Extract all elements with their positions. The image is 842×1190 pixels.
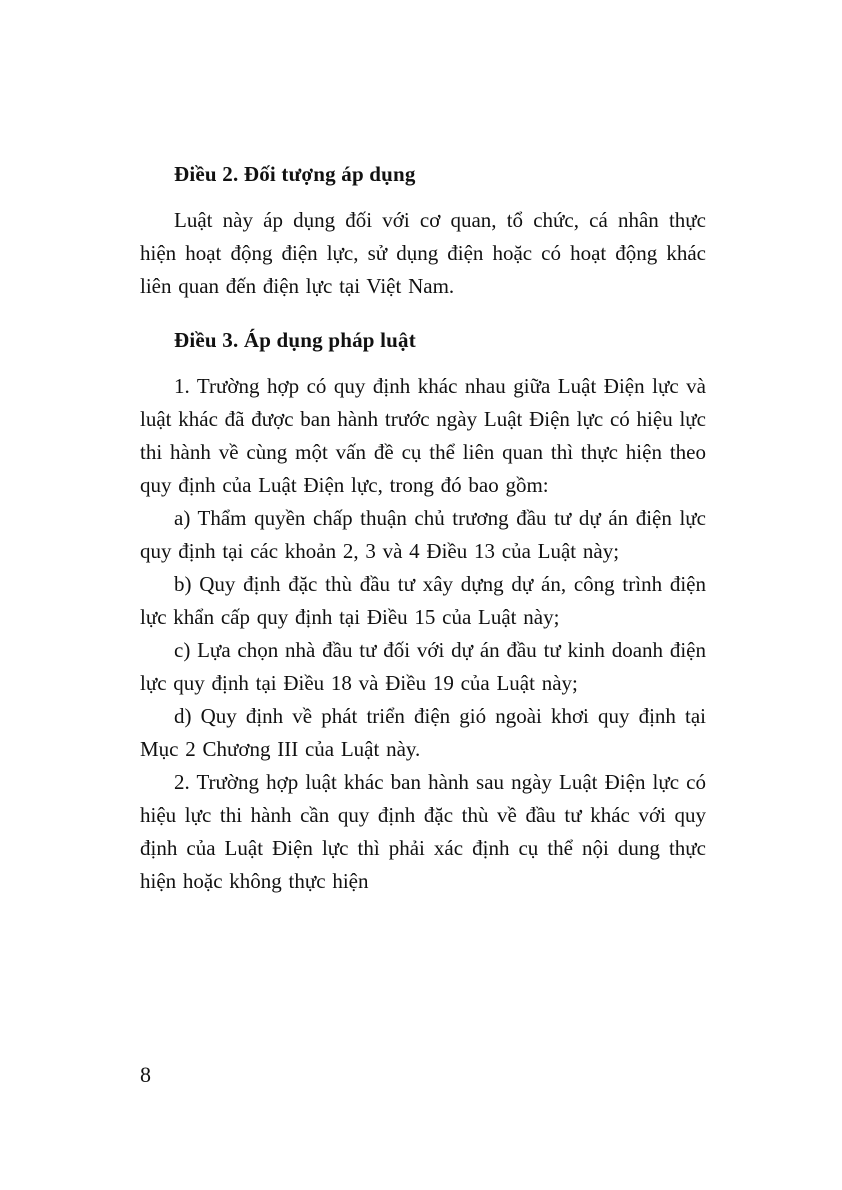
article-3-clause-1d: d) Quy định về phát triển điện gió ngoài khơi quy định tại Mục 2 Chương III của Luật này. [140, 704, 706, 761]
article-3-clause-2: 2. Trường hợp luật khác ban hành sau ngày Luật Điện lực có hiệu lực thi hành cần quy định đặc thù về đầu tư khác với quy định của Luật Điện lực thì phải xác định cụ thể nội dung thực hiện hoặc không thực hiện [140, 770, 706, 893]
article-3-clause-1c: c) Lựa chọn nhà đầu tư đối với dự án đầu tư kinh doanh điện lực quy định tại Điều 18 và Điều 19 của Luật này; [140, 638, 706, 695]
page-number: 8 [140, 1062, 151, 1087]
article-3-clause-1a: a) Thẩm quyền chấp thuận chủ trương đầu tư dự án điện lực quy định tại các khoản 2, 3 và 4 Điều 13 của Luật này; [140, 506, 706, 563]
article-3-clause-1b: b) Quy định đặc thù đầu tư xây dựng dự án, công trình điện lực khẩn cấp quy định tại Điều 15 của Luật này; [140, 572, 706, 629]
article-3-heading: Điều 3. Áp dụng pháp luật [174, 328, 416, 352]
document-body [140, 158, 706, 898]
article-2-paragraph: Luật này áp dụng đối với cơ quan, tổ chức, cá nhân thực hiện hoạt động điện lực, sử dụng điện hoặc có hoạt động khác liên quan đến điện lực tại Việt Nam. [140, 208, 706, 298]
article-2-heading: Điều 2. Đối tượng áp dụng [174, 162, 416, 186]
article-3-clause-1: 1. Trường hợp có quy định khác nhau giữa Luật Điện lực và luật khác đã được ban hành trước ngày Luật Điện lực có hiệu lực thi hành về cùng một vấn đề cụ thể liên quan thì thực hiện theo quy định của Luật Điện lực, trong đó bao gồm: [140, 374, 706, 497]
